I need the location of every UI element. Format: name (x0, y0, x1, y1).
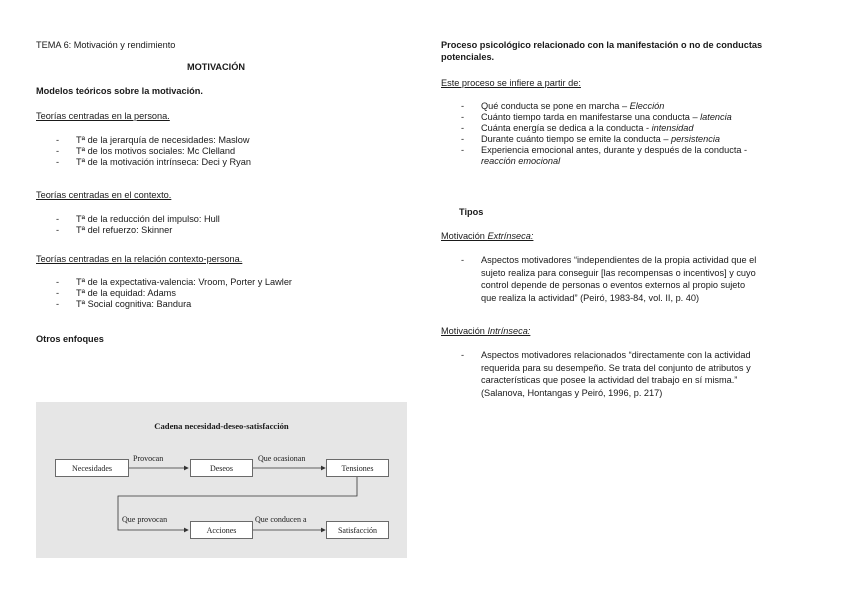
list-item (461, 349, 751, 399)
item-text: Durante cuánto tiempo se emite la conducta – (481, 134, 671, 144)
chain-diagram (36, 402, 407, 558)
list-item (461, 134, 747, 145)
item-text: Experiencia emocional antes, durante y después de la conducta - (481, 145, 748, 155)
heading-persona: Teorías centradas en la persona. (36, 111, 170, 121)
intrinseca-heading (441, 326, 530, 336)
list-persona (56, 135, 251, 168)
experiencia-emphasis: reacción emocional (481, 156, 561, 166)
heading-contexto-persona: Teorías centradas en la relación contexto-persona. (36, 254, 243, 264)
item-text: Cuánto tiempo tarda en manifestarse una conducta – (481, 112, 701, 122)
list-item: - Tª Social cognitiva: Bandura (56, 299, 292, 310)
item-text: Qué conducta se pone en marcha – (481, 101, 630, 111)
list-contexto (56, 214, 220, 236)
text-line: - Aspectos motivadores relacionados “directamente con la actividad (481, 350, 751, 360)
list-item: - Tª de la jerarquía de necesidades: Maslow (56, 135, 251, 146)
list-item (461, 101, 747, 112)
tipos-heading: Tipos (459, 207, 484, 217)
box-satisfaccion: Satisfacción (326, 521, 389, 539)
list-item: - Tª de los motivos sociales: Mc Clelland (56, 146, 251, 157)
text-line: (Salanova, Hontangas y Peiró, 1996, p. 217) (481, 387, 663, 398)
list-intrinseca (461, 349, 751, 399)
box-acciones: Acciones (190, 521, 253, 539)
infiere-heading: Este proceso se infiere a partir de: (441, 78, 581, 88)
list-contexto-persona (56, 277, 292, 310)
proceso-heading-line2: potenciales. (441, 52, 495, 62)
label-que-ocasionan: Que ocasionan (258, 454, 306, 463)
list-item: - Tª de la reducción del impulso: Hull (56, 214, 220, 225)
list-item (461, 123, 747, 134)
section-subtitle: Modelos teóricos sobre la motivación. (36, 86, 203, 96)
extrinseca-em: Extrínseca: (487, 231, 534, 241)
otros-enfoques: Otros enfoques (36, 334, 104, 344)
extrinseca-heading (441, 231, 533, 241)
box-necesidades: Necesidades (55, 459, 129, 477)
item-emphasis: intensidad (651, 123, 694, 133)
page-title: MOTIVACIÓN (187, 62, 246, 72)
list-item: - Tª de la expectativa-valencia: Vroom, Porter y Lawler (56, 277, 292, 288)
item-emphasis: latencia (700, 112, 732, 122)
label-provocan: Provocan (133, 454, 164, 463)
extrinseca-prefix: Motivación (441, 231, 488, 241)
list-extrinseca (461, 254, 756, 304)
box-deseos: Deseos (190, 459, 253, 477)
item-text: Cuánta energía se dedica a la conducta - (481, 123, 652, 133)
text-line: requerida para su desempeño. Se trata del conjunto de atributos y (481, 362, 751, 373)
diagram-title: Cadena necesidad-deseo-satisfacción (154, 421, 289, 431)
text-line: características que posee la actividad del trabajo en sí misma.” (481, 375, 738, 385)
list-proceso (461, 101, 747, 156)
list-item: - Tª del refuerzo: Skinner (56, 225, 220, 236)
text-line: control depende de personas o eventos externos al propio sujeto (481, 280, 746, 290)
proceso-heading-line1: Proceso psicológico relacionado con la manifestación o no de conductas (441, 40, 763, 50)
text-line: que realiza la actividad” (Peiró, 1983-84, vol. II, p. 40) (481, 292, 700, 303)
text-line: - Aspectos motivadores “independientes de la propia actividad que el (481, 255, 757, 265)
list-item (461, 145, 747, 156)
intrinseca-em: Intrínseca: (487, 326, 531, 336)
item-emphasis: Elección (629, 101, 665, 111)
item-emphasis: persistencia (671, 134, 721, 144)
box-tensiones: Tensiones (326, 459, 389, 477)
text-line: sujeto realiza para conseguir [las recompensas o incentivos] y cuyo (481, 267, 756, 278)
label-que-provocan: Que provocan (122, 515, 168, 524)
list-item: - Tª de la equidad: Adams (56, 288, 292, 299)
heading-contexto: Teorías centradas en el contexto. (36, 190, 172, 200)
intrinseca-prefix: Motivación (441, 326, 488, 336)
list-item (461, 254, 756, 304)
label-que-conducen: Que conducen a (255, 515, 307, 524)
list-item: - Tª de la motivación intrínseca: Deci y Ryan (56, 157, 251, 168)
document-header: TEMA 6: Motivación y rendimiento (36, 40, 176, 50)
list-item (461, 112, 747, 123)
